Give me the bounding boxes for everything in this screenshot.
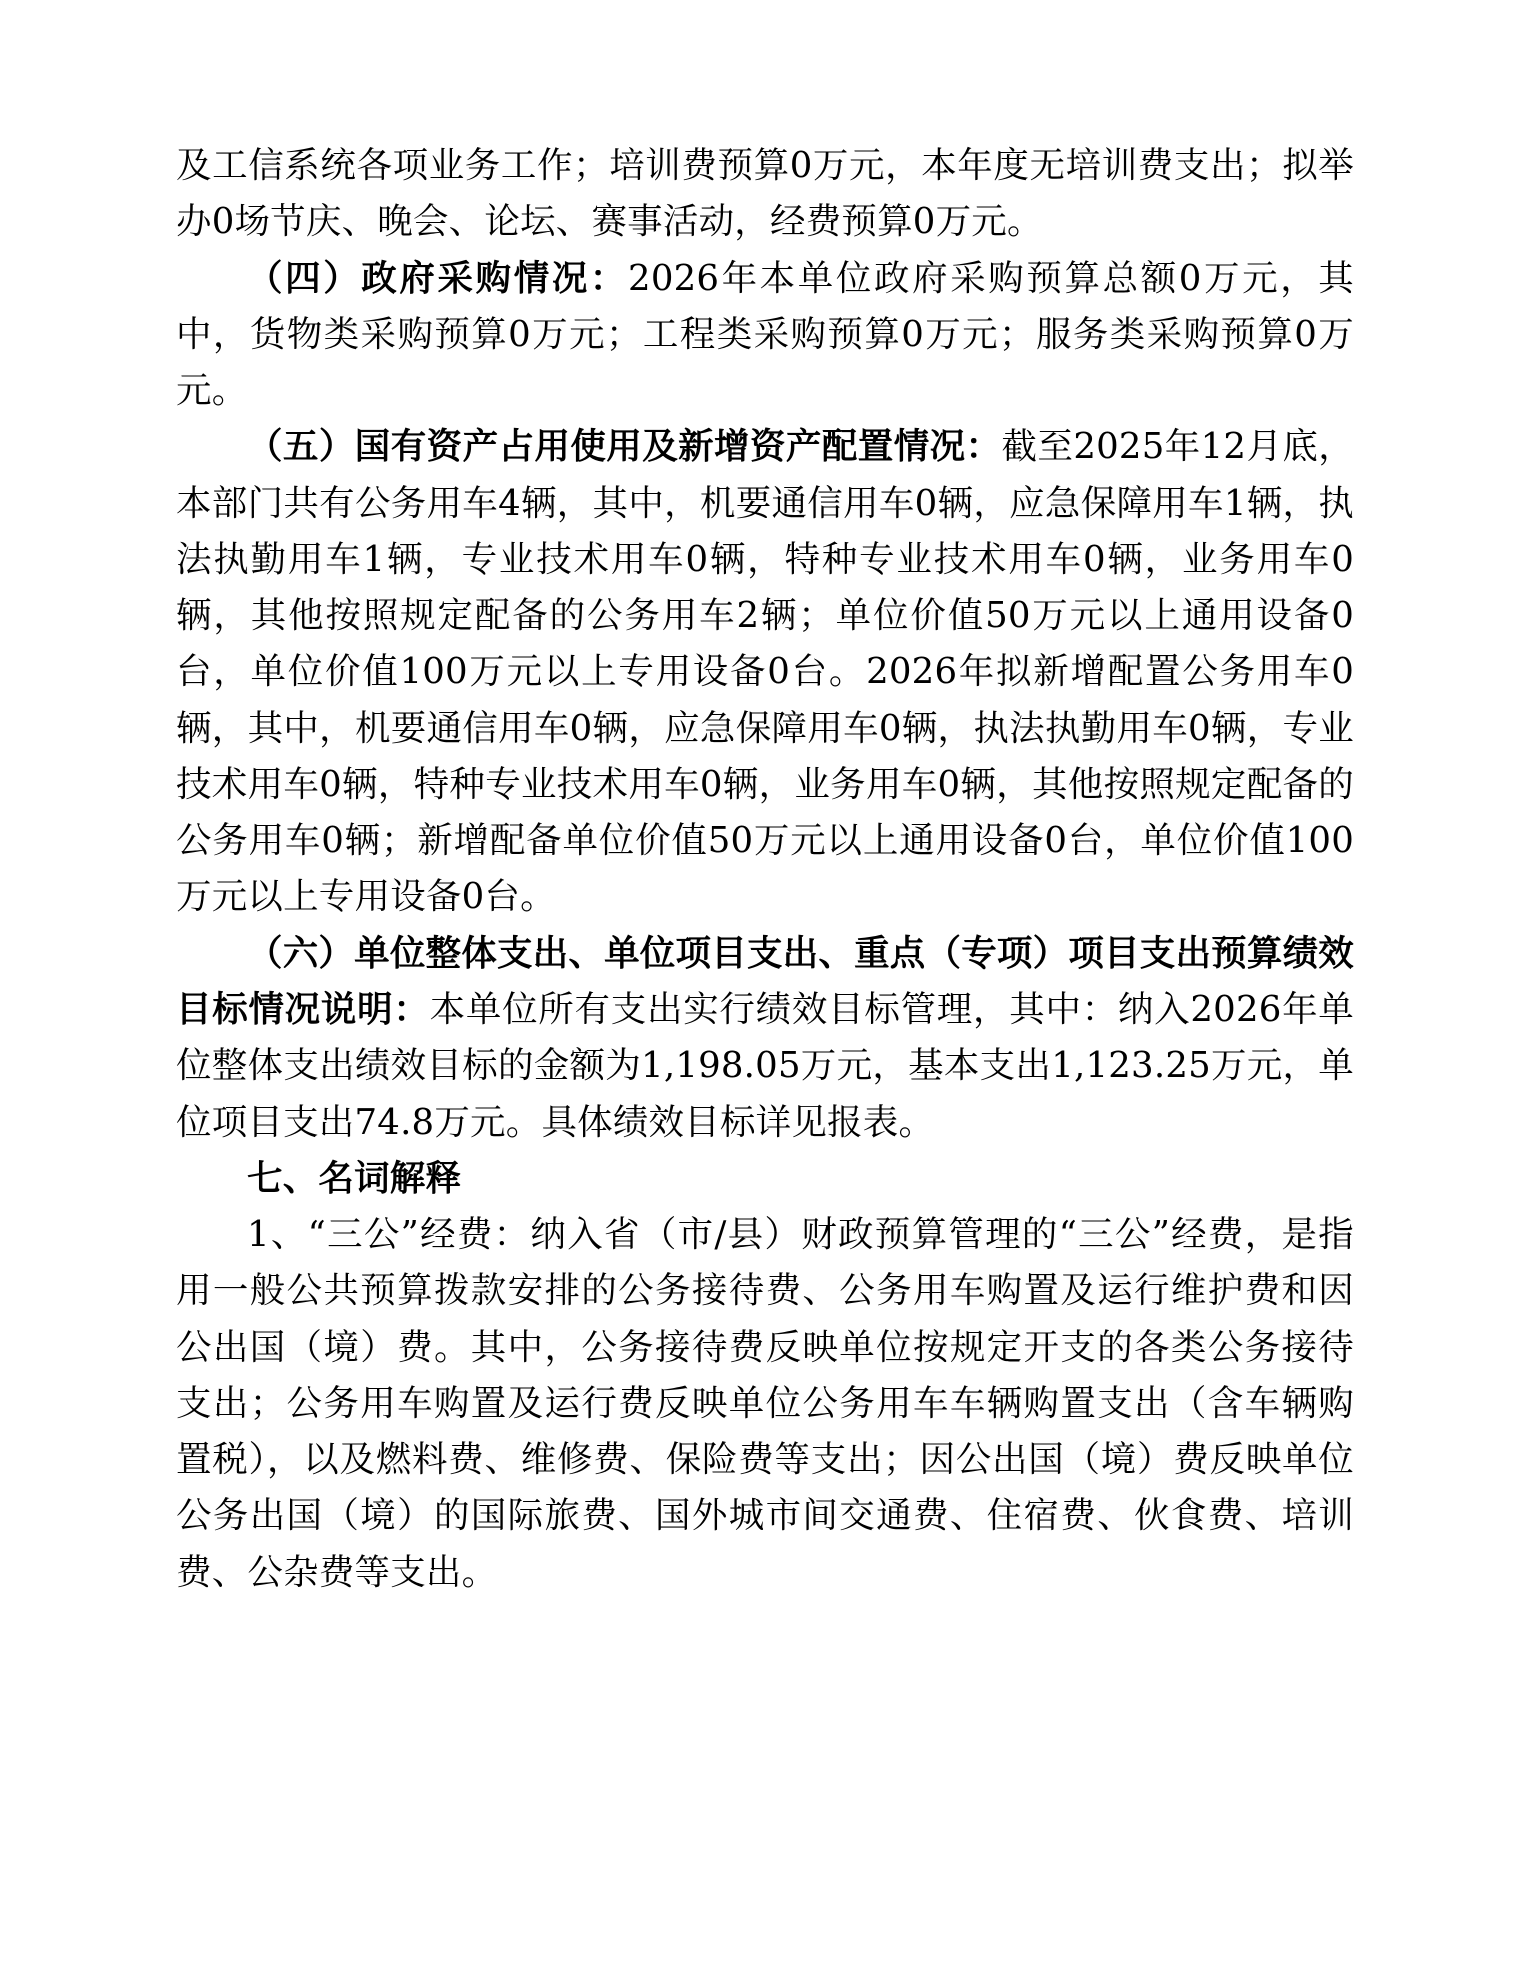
heading-glossary bbox=[176, 1151, 1354, 1207]
text-run: 本单位所有支出实行绩效目标管理，其中：纳入2026年单位整体支出绩效目标的金额为1,198.05万元，基本支出1,123.25万元，单位项目支出74.8万元。具体绩效目标详见报表。 bbox=[176, 988, 1355, 1143]
text-run: 及工信系统各项业务工作；培训费预算0万元，本年度无培训费支出；拟举办0场节庆、晚会、论坛、赛事活动，经费预算0万元。 bbox=[176, 145, 1354, 243]
text-run: 1、“三公”经费：纳入省（市/县）财政预算管理的“三公”经费，是指用一般公共预算拨款安排的公务接待费、公务用车购置及运行维护费和因公出国（境）费。其中，公务接待费反映单位按规定开支的各类公务接待支出；公务用车购置及运行费反映单位公务用车车辆购置支出（含车辆购置税），以及燃料费、维修费、保险费等支出；因公出国（境）费反映单位公务出国（境）的国际旅费、国外城市间交通费、住宿费、伙食费、培训费、公杂费等支出。 bbox=[176, 1214, 1354, 1593]
document-body bbox=[176, 138, 1354, 1601]
text-run-bold: （六）单位整体支出、单位项目支出、重点（专项）项目支出预算绩效目标情况说明： bbox=[176, 932, 1354, 1030]
para-state-assets bbox=[176, 419, 1354, 925]
text-run: 截至2025年12月底，本部门共有公务用车4辆，其中，机要通信用车0辆，应急保障用车1辆，执法执勤用车1辆，专业技术用车0辆，特种专业技术用车0辆，业务用车0辆，其他按照规定配备的公务用车2辆；单位价值50万元以上通用设备0台，单位价值100万元以上专用设备0台。2026年拟新增配置公务用车0辆，其中，机要通信用车0辆，应急保障用车0辆，执法执勤用车0辆，专业技术用车0辆，特种专业技术用车0辆，业务用车0辆，其他按照规定配备的公务用车0辆；新增配备单位价值50万元以上通用设备0台，单位价值100万元以上专用设备0台。 bbox=[176, 426, 1354, 918]
para-glossary-item-1 bbox=[176, 1207, 1354, 1601]
para-government-procurement bbox=[176, 251, 1354, 420]
text-run: 2026年本单位政府采购预算总额0万元，其中，货物类采购预算0万元；工程类采购预算0万元；服务类采购预算0万元。 bbox=[176, 257, 1354, 412]
text-run-bold: （五）国有资产占用使用及新增资产配置情况： bbox=[247, 426, 1002, 468]
para-continued-training bbox=[176, 138, 1354, 251]
text-run-bold: （四）政府采购情况： bbox=[247, 257, 629, 299]
text-run-bold: 七、名词解释 bbox=[247, 1157, 462, 1199]
para-performance-targets bbox=[176, 926, 1354, 1151]
